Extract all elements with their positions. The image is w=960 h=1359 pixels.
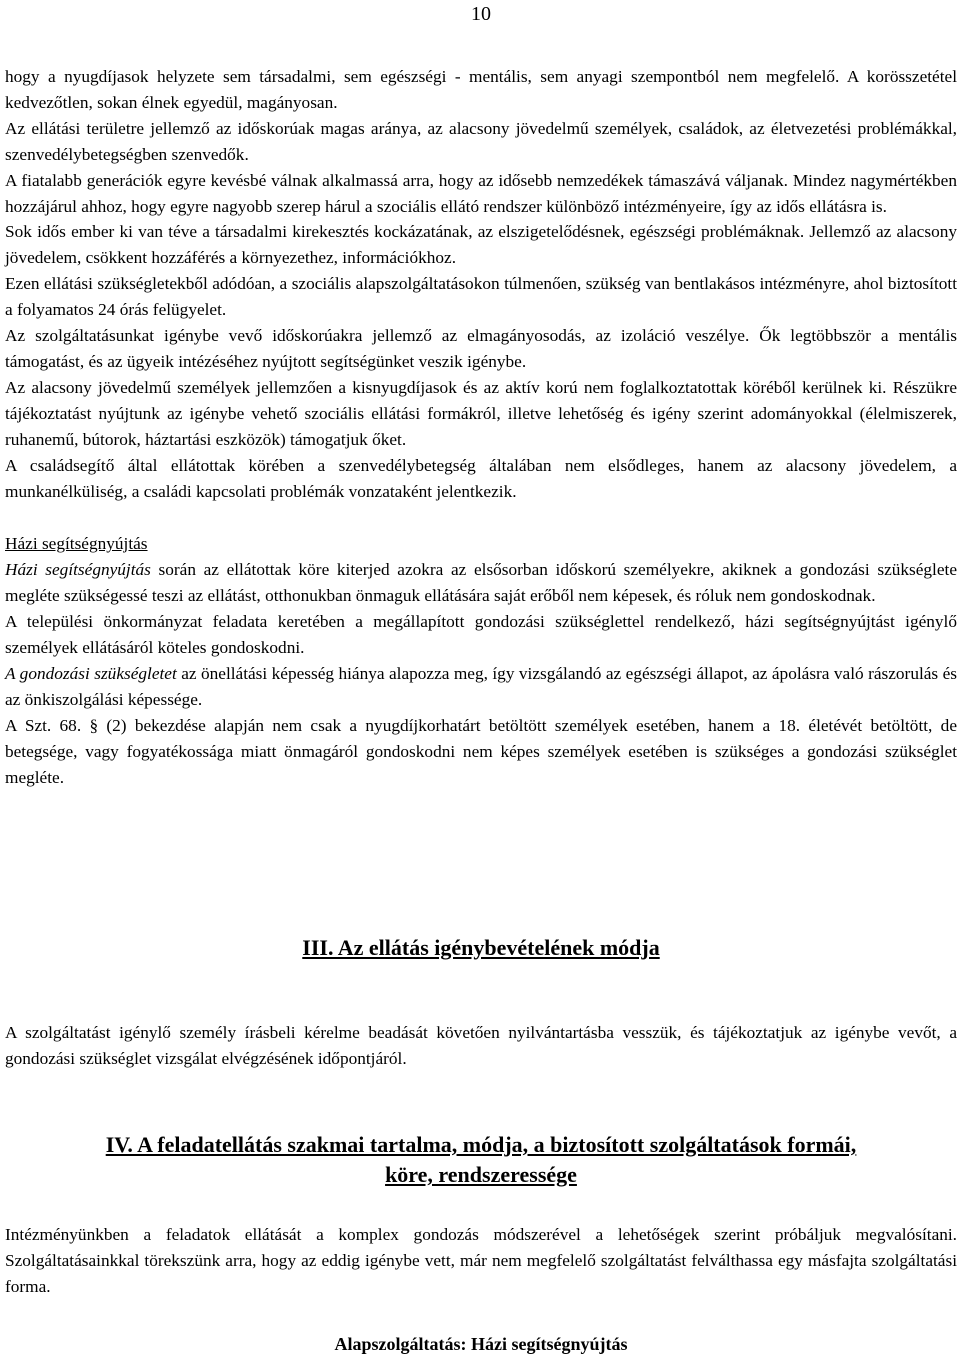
section-iv-heading-line-1: IV. A feladatellátás szakmai tartalma, módja, a biztosított szolgáltatások formái, xyxy=(105,1132,857,1157)
section-iii-heading: III. Az ellátás igénybevételének módja xyxy=(302,935,660,960)
home-help-paragraph-3-text: az önellátási képesség hiánya alapozza meg, így vizsgálandó az egészségi állapot, az ápolásra való rászorulás és az önkiszolgálási képessége. xyxy=(5,663,957,709)
home-help-heading: Házi segítségnyújtás xyxy=(5,534,148,554)
intro-paragraph: A családsegítő által ellátottak körében a szenvedélybetegség általában nem elsődleges, hanem az alacsony jövedelem, a munkanélküliség, a családi kapcsolati problémák vonzataként jelentkezik. xyxy=(5,455,957,501)
home-help-term: Házi segítségnyújtás xyxy=(5,560,151,580)
home-help-paragraph-1-text: során az ellátottak köre kiterjed azokra az elsősorban időskorú személyekre, akiknek a gondozási szükséglete megléte szükségessé teszi az ellátást, otthonukban önmaguk ellátására saját erőből nem képesek, és róluk nem gondoskodnak. xyxy=(5,560,957,606)
section-iii-paragraph: A szolgáltatást igénylő személy írásbeli kérelme beadását követően nyilvántartásba vesszük, és tájékoztatjuk az igénybe vevőt, a gondozási szükséglet vizsgálat elvégzésének időpontjáról. xyxy=(5,1023,957,1068)
section-iv-paragraph: Intézményünkben a feladatok ellátását a komplex gondozás módszerével a lehetőségek szerint próbáljuk megvalósítani. Szolgáltatásainkkal törekszünk arra, hogy az eddig igénybe vett, már nem megfelelő szolgáltatást felválthassa egy másfajta szolgáltatási forma. xyxy=(5,1225,957,1296)
home-help-paragraph-4: A Szt. 68. § (2) bekezdése alapján nem csak a nyugdíjkorhatárt betöltött személyek esetében, hanem a 18. életévét betöltött, de betegsége, vagy fogyatékossága miatt önmagáról gondoskodni nem képes személyek esetében is szükséges a gondozási szükséglet megléte. xyxy=(5,715,957,787)
intro-paragraph: A fiatalabb generációk egyre kevésbé válnak alkalmassá arra, hogy az idősebb nemzedékek támaszává váljanak. Mindez nagymértékben hozzájárul ahhoz, hogy egyre nagyobb szerep hárul a szociális ellátó rendszer különböző intézményeire, így az idős ellátásra is. xyxy=(5,170,957,216)
intro-paragraph: Sok idős ember ki van téve a társadalmi kirekesztés kockázatának, az elszigetelődésnek, egészségi problémáknak. Jellemző az alacsony jövedelem, csökkent hozzáférés a környezethez, információkhoz. xyxy=(5,222,957,268)
section-iv-heading xyxy=(5,1130,957,1190)
intro-text-block xyxy=(5,64,957,790)
intro-paragraph: Az ellátási területre jellemző az időskorúak magas aránya, az alacsony jövedelmű személyek, családok, az életvezetési problémákkal, szenvedélybetegségben szenvedők. xyxy=(5,118,957,164)
home-help-paragraph-2: A települési önkormányzat feladata keretében a megállapított gondozási szükséglettel rendelkező, házi segítségnyújtást igénylő személyek ellátásáról köteles gondoskodni. xyxy=(5,612,957,658)
intro-paragraph: Az alacsony jövedelmű személyek jellemzően a kisnyugdíjasok és az aktív korú nem foglalkoztatottak köréből kerülnek ki. Részükre tájékoztatást nyújtunk az igénybe vehető szociális ellátási formákról, illetve lehetőség és igény szerint adományokkal (élelmiszerek, ruhanemű, bútorok, háztartási eszközök) támogatjuk őket. xyxy=(5,377,957,449)
home-help-paragraph-1 xyxy=(5,557,957,609)
care-need-term: A gondozási szükségletet xyxy=(5,663,177,683)
home-help-paragraph-3 xyxy=(5,661,957,713)
intro-paragraph: Az szolgáltatásunkat igénybe vevő időskorúakra jellemző az elmagányosodás, az izoláció veszélye. Ők legtöbbször a mentális támogatást, és az ügyeik intézéséhez nyújtott segítségünket veszik igénybe. xyxy=(5,326,957,371)
intro-paragraph: hogy a nyugdíjasok helyzete sem társadalmi, sem egészségi - mentális, sem anyagi szempontból nem megfelelő. A korösszetétel kedvezőtlen, sokan élnek egyedül, magányosan. xyxy=(5,67,957,112)
basic-service-subheading: Alapszolgáltatás: Házi segítségnyújtás xyxy=(334,1334,628,1354)
intro-paragraph: Ezen ellátási szükségletekből adódóan, a szociális alapszolgáltatásokon túlmenően, szükség van bentlakásos intézményre, ahol biztosított a folyamatos 24 órás felügyelet. xyxy=(5,274,957,320)
page-number: 10 xyxy=(471,3,491,25)
section-iv-heading-line-2: köre, rendszeressége xyxy=(385,1162,577,1187)
